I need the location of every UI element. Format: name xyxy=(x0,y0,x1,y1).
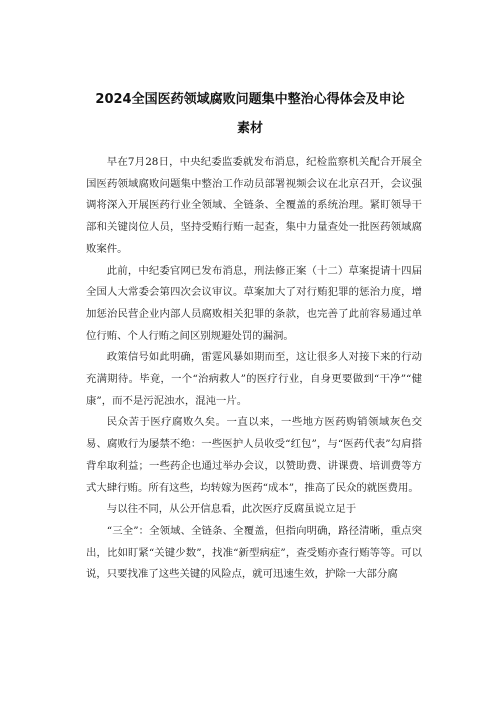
document-title: 2024全国医药领域腐败问题集中整治心得体会及申论 xyxy=(95,92,405,107)
paragraph-6: “三全”：全领域、全链条、全覆盖，但指向明确，路径清晰，重点突出，比如盯紧“关键少数”，找准“新型病症”，查受贿亦查行贿等等。可以说，只要找准了这些关键的风险点，就可迅速生效，护除一大部分腐 xyxy=(86,524,422,581)
paragraph-5: 与以往不同，从公开信息看，此次医疗反腐虽说立足于 xyxy=(106,503,357,516)
paragraph-1: 早在7月28日，中央纪委监委就发布消息，纪检监察机关配合开展全国医药领域腐败问题集中整治工作动员部署视频会议在北京召开，会议强调将深入开展医药行业全领域、全链条、全覆盖的系统治理。紧盯领导干部和关键岗位人员，坚持受贿行贿一起查，集中力量查处一批医药领域腐败案件。 xyxy=(86,156,422,255)
paragraph-4: 民众苦于医疗腐败久矣。一直以来，一些地方医药购销领域灰色交易、腐败行为屡禁不绝：一些医护人员收受“红包”，与“医药代表”勾肩搭背牟取利益；一些药企也通过举办会议，以赞助费、讲课费、培训费等方式大肆行贿。所有这些，均转嫁为医药“成本”，推高了民众的就医费用。 xyxy=(86,416,422,494)
document-title-continued: 素材 xyxy=(236,121,263,136)
document-body xyxy=(86,152,422,586)
paragraph-2: 此前，中纪委官网已发布消息，刑法修正案（十二）草案提请十四届全国人大常委会第四次会议审议。草案加大了对行贿犯罪的惩治力度，增加惩治民营企业内部人员腐败相关犯罪的条款，也完善了此前容易通过单位行贿、个人行贿之间区别规避处罚的漏洞。 xyxy=(86,264,422,342)
paragraph-3: 政策信号如此明确，雷霆风暴如期而至，这让很多人对接下来的行动充满期待。毕竟，一个“治病救人”的医疗行业，自身更要做到“干净”“健康”，而不是污泥浊水，混沌一片。 xyxy=(86,351,422,407)
